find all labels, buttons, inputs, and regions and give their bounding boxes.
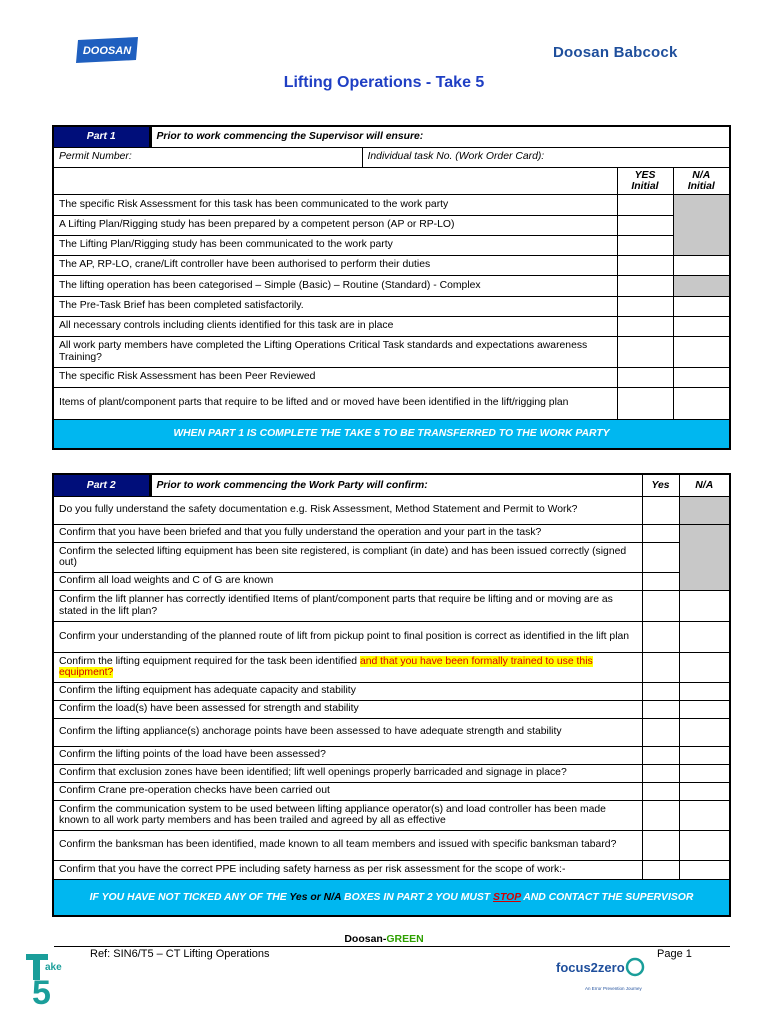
part2-item: Do you fully understand the safety documentation e.g. Risk Assessment, Method Statement and Permit to Work? (53, 496, 642, 524)
part2-item: Confirm your understanding of the planned route of lift from pickup point to final position is correct as identified in the lift plan (53, 621, 642, 652)
part2-item: Confirm the load(s) have been assessed for strength and stability (53, 700, 642, 718)
na-cell[interactable] (679, 782, 730, 800)
task-number-label: Individual task No. (Work Order Card): (367, 151, 545, 163)
col-yes: Yes (642, 474, 679, 496)
training-highlight: and that you have been formally trained to use this equipment? (59, 655, 593, 678)
banner-text-b: BOXES IN PART 2 YOU MUST (341, 891, 494, 903)
col-na-initial: N/A Initial (673, 167, 730, 194)
part2-item: Confirm the lifting equipment has adequate capacity and stability (53, 682, 642, 700)
na-cell[interactable] (679, 700, 730, 718)
yes-initial-cell[interactable] (617, 367, 673, 387)
part1-item: The lifting operation has been categorised – Simple (Basic) – Routine (Standard) - Complex (53, 275, 617, 296)
na-cell[interactable] (679, 746, 730, 764)
yes-initial-cell[interactable] (617, 255, 673, 275)
na-initial-cell[interactable] (673, 255, 730, 275)
part2-label: Part 2 (53, 474, 150, 496)
part2-item: Confirm that exclusion zones have been identified; lift well openings properly barricaded and signage in place? (53, 764, 642, 782)
banner-yes-na: Yes or N/A (289, 891, 342, 903)
part1-item: The specific Risk Assessment has been Peer Reviewed (53, 367, 617, 387)
part1-item: The Pre-Task Brief has been completed satisfactorily. (53, 296, 617, 316)
part2-banner (53, 879, 730, 916)
part2-item: Confirm the lifting points of the load have been assessed? (53, 746, 642, 764)
part1-item: A Lifting Plan/Rigging study has been prepared by a competent person (AP or RP-LO) (53, 215, 617, 235)
yes-initial-cell[interactable] (617, 296, 673, 316)
yes-initial-cell[interactable] (617, 275, 673, 296)
permit-number-label: Permit Number: (59, 151, 132, 163)
yes-initial-cell[interactable] (617, 235, 673, 255)
yes-cell[interactable] (642, 830, 679, 860)
part2-item: Confirm Crane pre-operation checks have been carried out (53, 782, 642, 800)
banner-text-c: AND CONTACT THE SUPERVISOR (520, 891, 694, 903)
part1-table (52, 125, 731, 450)
na-initial-cell[interactable] (673, 296, 730, 316)
part2-item: Confirm the communication system to be used between lifting appliance operator(s) and load controller has been made known to all work party members and has been trailed and agreed by all as effective (53, 800, 642, 830)
part2-item: Confirm all load weights and C of G are known (53, 572, 642, 590)
yes-cell[interactable] (642, 746, 679, 764)
banner-text-a: IF YOU HAVE NOT TICKED ANY OF THE (89, 891, 290, 903)
focus2zero-logo (555, 955, 650, 993)
doosan-logo (74, 36, 142, 64)
part1-item: The Lifting Plan/Rigging study has been communicated to the work party (53, 235, 617, 255)
yes-cell[interactable] (642, 700, 679, 718)
page-number: Page 1 (657, 948, 692, 960)
part2-item: Confirm the lift planner has correctly identified Items of plant/component parts that require be lifting and or moving are as stated in the lift plan? (53, 590, 642, 621)
yes-cell[interactable] (642, 800, 679, 830)
footer-brand (0, 933, 768, 945)
part2-item: Confirm the selected lifting equipment has been site registered, is compliant (in date) and has been issued correctly (signed out) (53, 542, 642, 572)
na-cell[interactable] (679, 718, 730, 746)
na-initial-cell[interactable] (673, 367, 730, 387)
yes-initial-cell[interactable] (617, 336, 673, 367)
part2-item: Confirm the lifting appliance(s) anchorage points have been assessed to have adequate strength and stability (53, 718, 642, 746)
yes-cell[interactable] (642, 860, 679, 879)
na-cell[interactable] (679, 800, 730, 830)
yes-initial-cell[interactable] (617, 387, 673, 419)
svg-text:5: 5 (32, 974, 51, 1006)
footer-divider (54, 946, 730, 947)
na-cell[interactable] (679, 652, 730, 682)
footer-reference: Ref: SIN6/T5 – CT Lifting Operations (90, 948, 270, 960)
part2-item: Confirm that you have the correct PPE including safety harness as per risk assessment for the scope of work:- (53, 860, 642, 879)
na-cell[interactable] (679, 830, 730, 860)
yes-cell[interactable] (642, 652, 679, 682)
yes-cell[interactable] (642, 496, 679, 524)
yes-cell[interactable] (642, 718, 679, 746)
yes-cell[interactable] (642, 764, 679, 782)
yes-cell[interactable] (642, 782, 679, 800)
na-initial-cell[interactable] (673, 316, 730, 336)
yes-cell[interactable] (642, 682, 679, 700)
na-cell[interactable] (679, 860, 730, 879)
focus2zero-tagline: An Error Prevention Journey (585, 986, 642, 991)
col-na: N/A (679, 474, 730, 496)
yes-cell[interactable] (642, 524, 679, 542)
na-cell[interactable] (679, 590, 730, 621)
logo-text: DOOSAN (82, 45, 132, 57)
na-cell-shaded (679, 496, 730, 524)
part1-item: All necessary controls including clients identified for this task are in place (53, 316, 617, 336)
part1-label: Part 1 (53, 126, 150, 147)
yes-initial-cell[interactable] (617, 194, 673, 215)
task-number-field[interactable] (362, 147, 730, 167)
na-initial-cell-shaded (673, 275, 730, 296)
part2-heading: Prior to work commencing the Work Party will confirm: (150, 474, 642, 496)
na-cell[interactable] (679, 682, 730, 700)
na-cell[interactable] (679, 621, 730, 652)
yes-initial-cell[interactable] (617, 316, 673, 336)
yes-cell[interactable] (642, 542, 679, 572)
yes-initial-cell[interactable] (617, 215, 673, 235)
footer-brand-a: Doosan- (344, 933, 387, 945)
na-initial-cell-shaded (673, 194, 730, 255)
take5-logo (24, 952, 74, 1006)
part2-item-trained (53, 652, 642, 682)
part2-item-text: Confirm the lifting equipment required for the task been identified (59, 655, 360, 667)
part1-item: All work party members have completed the Lifting Operations Critical Task standards and expectations awareness Training? (53, 336, 617, 367)
brand-name: Doosan Babcock (553, 44, 678, 61)
focus2zero-text: focus2zero (556, 960, 625, 975)
part1-header-blank (53, 167, 617, 194)
banner-stop: STOP (493, 891, 521, 903)
part1-banner: WHEN PART 1 IS COMPLETE THE TAKE 5 TO BE TRANSFERRED TO THE WORK PARTY (53, 419, 730, 449)
part1-item: The specific Risk Assessment for this task has been communicated to the work party (53, 194, 617, 215)
part1-item: Items of plant/component parts that require to be lifted and or moved have been identified in the lift/rigging plan (53, 387, 617, 419)
take5-logo-text: ake (45, 962, 62, 973)
na-cell[interactable] (679, 764, 730, 782)
part2-item: Confirm the banksman has been identified, made known to all team members and issued with specific banksman tabard? (53, 830, 642, 860)
yes-cell[interactable] (642, 590, 679, 621)
page-title: Lifting Operations - Take 5 (283, 74, 485, 91)
na-cell-shaded (679, 524, 730, 590)
yes-cell[interactable] (642, 572, 679, 590)
yes-cell[interactable] (642, 621, 679, 652)
part2-item: Confirm that you have been briefed and that you fully understand the operation and your part in the task? (53, 524, 642, 542)
na-initial-cell[interactable] (673, 387, 730, 419)
na-initial-cell[interactable] (673, 336, 730, 367)
col-yes-initial: YES Initial (617, 167, 673, 194)
footer-brand-green: GREEN (386, 933, 424, 945)
permit-number-field[interactable] (53, 147, 362, 167)
part1-heading: Prior to work commencing the Supervisor will ensure: (150, 126, 730, 147)
part2-table (52, 473, 731, 917)
part1-item: The AP, RP-LO, crane/Lift controller have been authorised to perform their duties (53, 255, 617, 275)
